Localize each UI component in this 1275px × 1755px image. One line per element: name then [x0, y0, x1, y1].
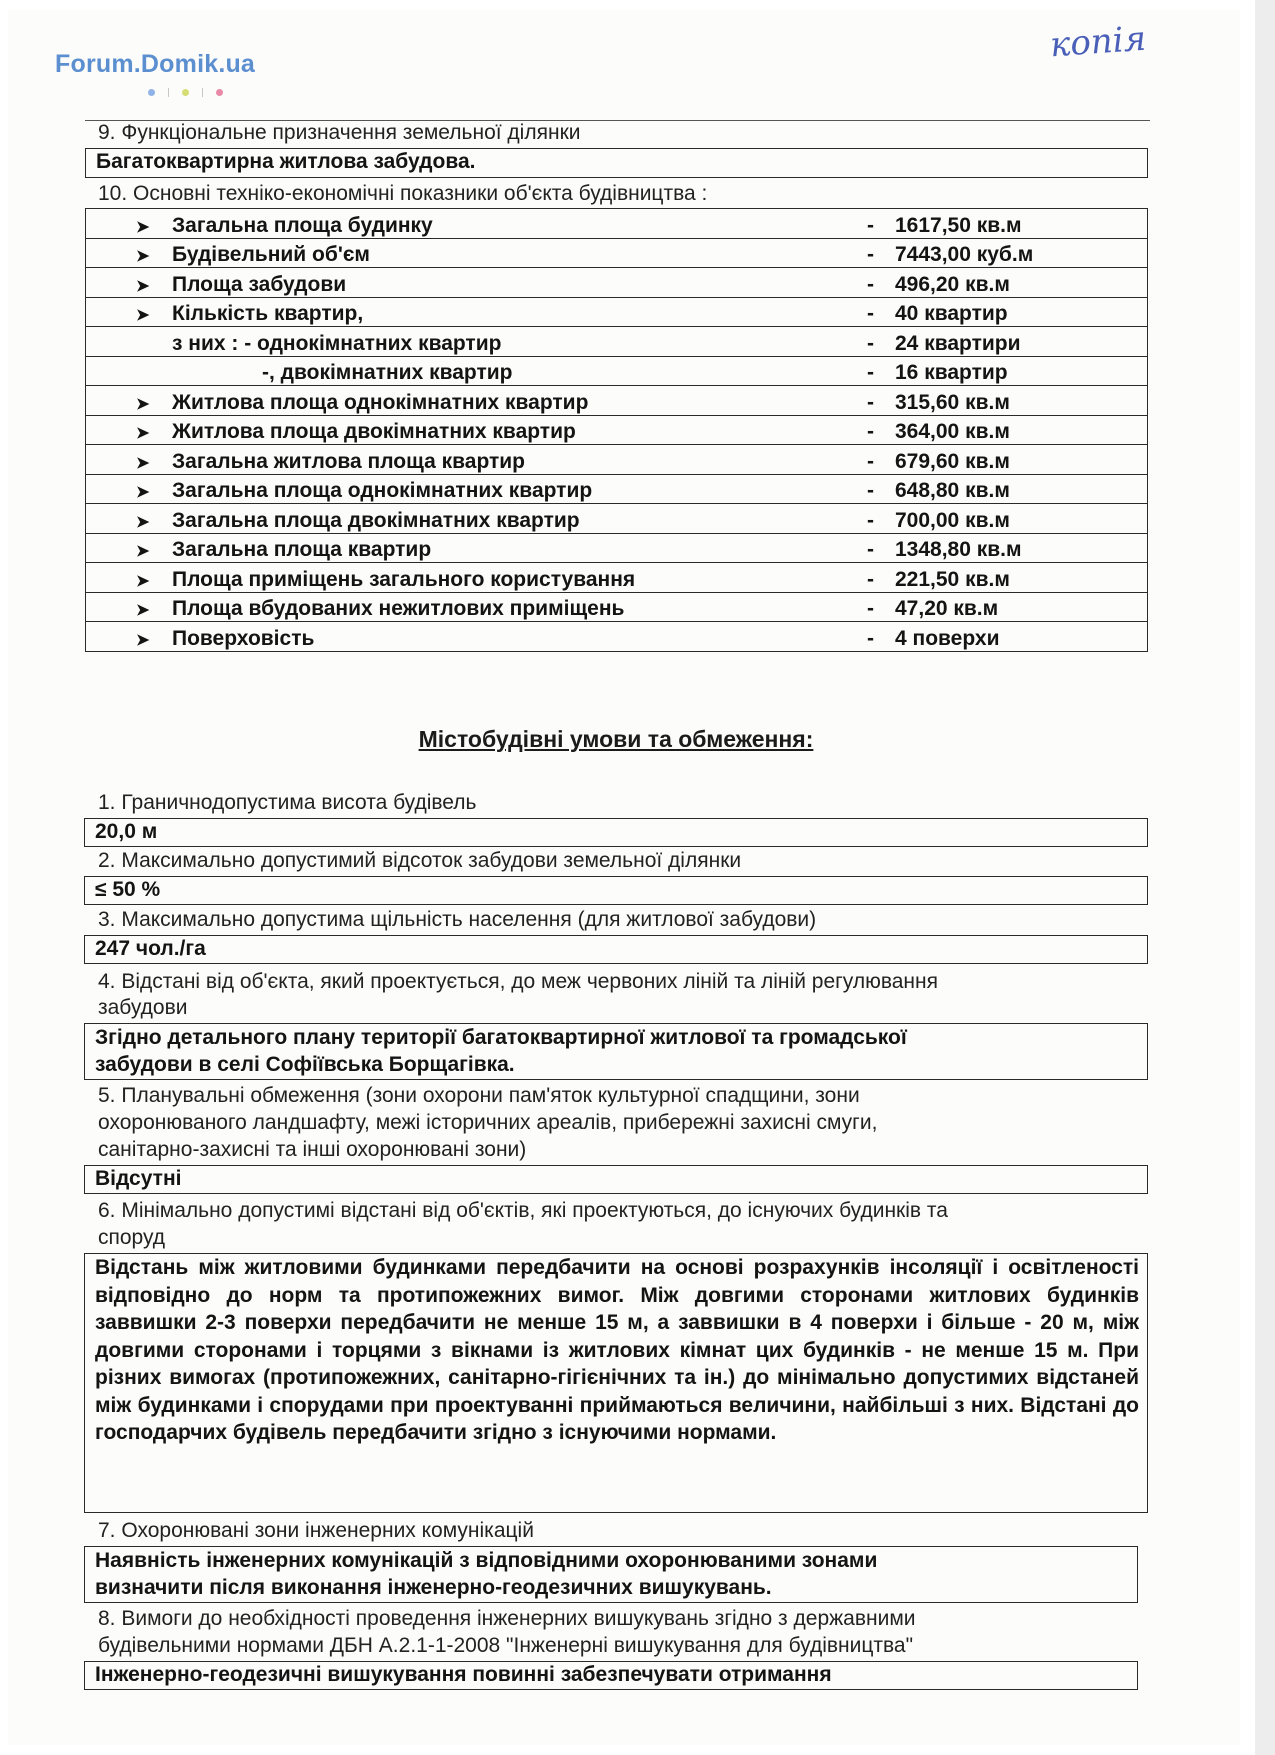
bullet-arrow-icon: ➤	[136, 631, 150, 649]
tep-row-dash: -	[867, 302, 874, 325]
tep-row-name: Площа вбудованих нежитлових приміщень	[172, 597, 625, 620]
tep-row-value: 315,60 кв.м	[895, 390, 1010, 414]
tep-row-dash: -	[867, 420, 874, 443]
condition-2-value-box	[84, 876, 1148, 905]
site-logo-watermark: Forum.Domik.ua	[55, 50, 256, 78]
tep-row	[86, 563, 1148, 593]
section-10-label: 10. Основні техніко-економічні показники об'єкта будівництва :	[98, 182, 708, 205]
tep-row-dash: -	[867, 626, 874, 650]
condition-2-label: 2. Максимально допустимий відсоток забудови земельної ділянки	[98, 849, 742, 872]
tep-row-dash: -	[867, 597, 874, 620]
tep-row-value-cell	[867, 504, 1148, 534]
tep-row-value-cell	[867, 415, 1148, 445]
tep-row	[86, 327, 1148, 357]
tep-indicators-table	[85, 208, 1148, 652]
tep-row-name: Площа забудови	[172, 272, 347, 296]
tep-row-name: Загальна площа двокімнатних квартир	[172, 508, 580, 532]
tep-row-dash: -	[867, 361, 874, 384]
bullet-arrow-icon: ➤	[136, 248, 150, 265]
tep-row	[86, 533, 1148, 563]
tep-row-value: 496,20 кв.м	[895, 272, 1010, 296]
tep-row	[86, 297, 1148, 327]
tep-row-name-cell	[86, 238, 868, 268]
tep-row-dash: -	[867, 479, 874, 502]
bullet-arrow-icon: ➤	[136, 484, 150, 501]
tep-row-name: Будівельний об'єм	[172, 243, 370, 266]
logo-separator	[202, 88, 203, 97]
tep-row-name: з них : - однокімнатних квартир	[172, 331, 502, 355]
bullet-arrow-icon: ➤	[136, 307, 150, 324]
tep-row-value-cell	[867, 474, 1148, 504]
bullet-arrow-icon: ➤	[136, 513, 150, 531]
tep-row-dash: -	[867, 331, 874, 355]
tep-row-value: 1348,80 кв.м	[895, 538, 1022, 561]
tep-row-value: 47,20 кв.м	[895, 597, 999, 620]
tep-row-name-cell	[86, 622, 868, 652]
condition-4-value-box	[84, 1023, 1148, 1080]
tep-row-value: 648,80 кв.м	[895, 479, 1010, 502]
condition-4-value-line1: Згідно детального плану території багатоквартирної житлової та громадської	[95, 1026, 907, 1049]
tep-row-name-cell	[86, 297, 868, 327]
tep-row-value-cell	[867, 268, 1148, 298]
section-9-value-box	[85, 148, 1148, 178]
tep-row-name: Житлова площа однокімнатних квартир	[172, 390, 589, 414]
tep-row-name-cell	[86, 209, 868, 239]
tep-row-value: 4 поверхи	[895, 626, 1000, 650]
bullet-arrow-icon: ➤	[136, 602, 150, 619]
bullet-arrow-icon: ➤	[136, 218, 150, 236]
tep-row-name: -, двокімнатних квартир	[262, 361, 513, 384]
tep-row-value: 7443,00 куб.м	[895, 243, 1034, 266]
tep-row	[86, 356, 1148, 386]
tep-row-dash: -	[867, 567, 874, 591]
tep-row-dash: -	[867, 390, 874, 414]
tep-row-value-cell	[867, 238, 1148, 268]
tep-row	[86, 592, 1148, 622]
condition-2-value: ≤ 50 %	[95, 878, 161, 901]
scan-edge	[1255, 0, 1275, 1755]
tep-row-dash: -	[867, 272, 874, 296]
condition-8-label-line1: 8. Вимоги до необхідності проведення інженерних вишукувань згідно з державними	[98, 1607, 916, 1630]
section-9-value: Багатоквартирна житлова забудова.	[96, 150, 476, 173]
tep-row-name-cell	[86, 592, 868, 622]
tep-row-name: Загальна площа квартир	[172, 538, 432, 561]
condition-8-value-box	[84, 1661, 1138, 1690]
tep-row-value: 221,50 кв.м	[895, 567, 1010, 591]
condition-5-label-line2: охоронюваного ландшафту, межі історичних ареалів, прибережні захисні смуги,	[98, 1111, 878, 1134]
bullet-arrow-icon: ➤	[136, 572, 150, 590]
tep-row-name-cell	[86, 327, 868, 357]
condition-6-value: Відстань між житловими будинками передбачити на основі розрахунків інсоляції і освітленості відповідно до норм та протипожежних вимог. Між довгими сторонами житлових будинків заввишки 2-3 поверхи передбачити не менше 15 м, а заввишки в 4 поверхи і більше - 20 м, між довгими сторонами і торцями з вікнами із житлових кімнат цих будинків - не менше 15 м. При різних вимогах (протипожежних, санітарно-гігієнічних та ін.) до мінімально допустимих відстаней між будинками і спорудами при проектуванні приймаються величини, найбільші з них. Відстані до господарчих будівель передбачити згідно з існуючими нормами.	[95, 1256, 1139, 1444]
tep-row-name-cell	[86, 533, 868, 563]
condition-6-label-line2: споруд	[98, 1226, 166, 1249]
condition-1-value-box	[84, 818, 1148, 847]
condition-6-label-line1: 6. Мінімально допустимі відстані від об'єктів, які проектуються, до існуючих будинків та	[98, 1199, 948, 1222]
tep-row-name-cell	[86, 415, 868, 445]
condition-7-value-line2: визначити після виконання інженерно-геодезичних вишукувань.	[95, 1576, 772, 1599]
tep-row	[86, 445, 1148, 475]
tep-row-name: Загальна житлова площа квартир	[172, 449, 526, 473]
logo-dot-pink	[216, 89, 223, 96]
tep-row-value: 40 квартир	[895, 302, 1008, 325]
condition-5-label-line1: 5. Планувальні обмеження (зони охорони пам'яток культурної спадщини, зони	[98, 1084, 860, 1107]
tep-row	[86, 238, 1148, 268]
condition-3-value-box	[84, 935, 1148, 964]
tep-row-name-cell	[86, 474, 868, 504]
condition-4-label-line1: 4. Відстані від об'єкта, який проектується, до меж червоних ліній та ліній регулювання	[98, 970, 938, 993]
tep-row-value-cell	[867, 209, 1148, 239]
tep-row-name: Загальна площа однокімнатних квартир	[172, 479, 593, 502]
tep-row-value-cell	[867, 622, 1148, 652]
section-heading: Містобудівні умови та обмеження:	[418, 726, 814, 752]
condition-5-value-box	[84, 1165, 1148, 1194]
tep-row	[86, 386, 1148, 416]
tep-row-name: Загальна площа будинку	[172, 213, 433, 237]
tep-row-value: 16 квартир	[895, 361, 1008, 384]
condition-1-label: 1. Граничнодопустима висота будівель	[98, 791, 477, 814]
tep-row-value: 679,60 кв.м	[895, 449, 1010, 473]
tep-row-name: Поверховість	[172, 626, 315, 650]
condition-3-label: 3. Максимально допустима щільність населення (для житлової забудови)	[98, 908, 817, 931]
tep-row-value-cell	[867, 563, 1148, 593]
section-9-label: 9. Функціональне призначення земельної ділянки	[98, 121, 581, 144]
condition-5-label-line3: санітарно-захисні та інші охоронювані зони)	[98, 1138, 527, 1161]
tep-row-value-cell	[867, 533, 1148, 563]
tep-row	[86, 474, 1148, 504]
condition-8-value: Інженерно-геодезичні вишукування повинні забезпечувати отримання	[95, 1663, 832, 1686]
tep-row	[86, 209, 1148, 239]
tep-row-dash: -	[867, 508, 874, 532]
tep-row-name: Житлова площа двокімнатних квартир	[172, 420, 576, 443]
tep-row-name-cell	[86, 356, 868, 386]
logo-dots	[148, 88, 223, 97]
tep-row-value: 700,00 кв.м	[895, 508, 1010, 532]
bullet-arrow-icon: ➤	[136, 395, 150, 413]
tep-row-name-cell	[86, 445, 868, 475]
tep-row-name: Площа приміщень загального користування	[172, 567, 636, 591]
bullet-arrow-icon: ➤	[136, 277, 150, 295]
bullet-arrow-icon: ➤	[136, 543, 150, 560]
condition-7-label: 7. Охоронювані зони інженерних комунікацій	[98, 1519, 534, 1542]
tep-row-value-cell	[867, 297, 1148, 327]
tep-row-name-cell	[86, 504, 868, 534]
tep-row-value-cell	[867, 386, 1148, 416]
handwritten-copy-stamp: копія	[1048, 18, 1148, 66]
tep-row-dash: -	[867, 538, 874, 561]
logo-separator	[168, 88, 169, 97]
condition-4-value-line2: забудови в селі Софіївська Борщагівка.	[95, 1053, 515, 1076]
tep-row-name-cell	[86, 563, 868, 593]
tep-row-value-cell	[867, 445, 1148, 475]
condition-7-value-line1: Наявність інженерних комунікацій з відповідними охоронюваними зонами	[95, 1549, 878, 1572]
tep-row-value: 1617,50 кв.м	[895, 213, 1022, 237]
tep-row-value-cell	[867, 356, 1148, 386]
condition-7-value-box	[84, 1546, 1138, 1603]
tep-row-dash: -	[867, 449, 874, 473]
tep-row-dash: -	[867, 243, 874, 266]
condition-5-value: Відсутні	[95, 1167, 182, 1190]
logo-dot-blue	[148, 89, 155, 96]
condition-3-value: 247 чол./га	[95, 937, 206, 960]
tep-row-name-cell	[86, 386, 868, 416]
tep-row-value-cell	[867, 327, 1148, 357]
condition-1-value: 20,0 м	[95, 820, 158, 843]
condition-6-value-box	[84, 1253, 1148, 1513]
tep-row-value: 24 квартири	[895, 331, 1021, 355]
bullet-arrow-icon: ➤	[136, 454, 150, 472]
tep-row	[86, 504, 1148, 534]
logo-dot-yellow	[182, 89, 189, 96]
tep-row-value: 364,00 кв.м	[895, 420, 1010, 443]
tep-row-value-cell	[867, 592, 1148, 622]
condition-4-label-line2: забудови	[98, 996, 188, 1019]
tep-row-name-cell	[86, 268, 868, 298]
tep-row	[86, 415, 1148, 445]
condition-8-label-line2: будівельними нормами ДБН А.2.1-1-2008 "Інженерні вишукування для будівництва"	[98, 1634, 914, 1657]
bullet-arrow-icon: ➤	[136, 425, 150, 442]
tep-row	[86, 268, 1148, 298]
tep-row-dash: -	[867, 213, 874, 237]
tep-row-name: Кількість квартир,	[172, 302, 364, 325]
tep-row	[86, 622, 1148, 652]
